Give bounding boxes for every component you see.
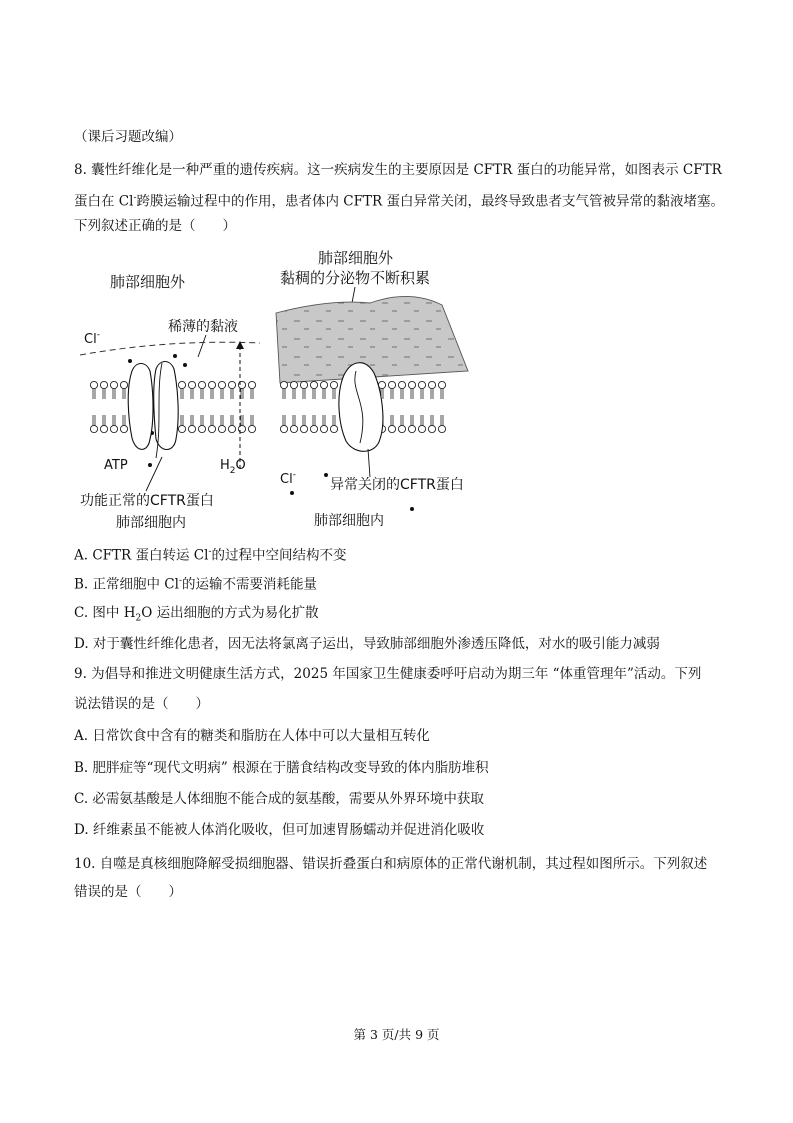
q10-stem-line1: 10. 自噬是真核细胞降解受损细胞器、错误折叠蛋白和病原体的正常代谢机制，其过程如图所示。下列叙述: [74, 856, 708, 872]
secretion-pointer: [352, 287, 355, 303]
right-secretion-label: 黏稠的分泌物不断积累: [280, 269, 431, 287]
q9-option-d: D. 纤维素虽不能被人体消化吸收，但可加速胃肠蠕动并促进消化吸收: [74, 822, 485, 838]
thin-mucus-boundary: [80, 342, 260, 355]
page-footer: 第 3 页/共 9 页: [353, 1027, 440, 1042]
left-protein-pointer: [146, 457, 162, 491]
left-inside-label: 肺部细胞内: [116, 515, 186, 531]
q8-option-c: C. 图中 $H_2O$ 运出细胞的方式为易化扩散: [74, 605, 319, 624]
q9-option-c: C. 必需氨基酸是人体细胞不能合成的氨基酸，需要从外界环境中获取: [74, 791, 484, 807]
q8-option-a: A. CFTR 蛋白转运 Cl-的过程中空间结构不变: [74, 547, 347, 564]
left-cl-label: Cl-: [84, 330, 100, 347]
thin-mucus-pointer: [198, 335, 206, 357]
left-outside-label: 肺部细胞外: [110, 273, 186, 291]
q9-stem-line1: 9. 为倡导和推进文明健康生活方式，2025 年国家卫生健康委呼吁启动为期三年 “体重管理年”活动。下列: [74, 666, 702, 682]
right-cl-label: Cl-: [280, 470, 296, 487]
atp-label: ATP: [104, 458, 128, 473]
source-note: （课后习题改编）: [74, 129, 182, 145]
left-cftr-protein-subunit-a: [128, 364, 153, 450]
q8-stem-line3: 下列叙述正确的是（ ）: [74, 218, 236, 234]
q9-option-b: B. 肥胖症等“现代文明病” 根源在于膳食结构改变导致的体内脂肪堆积: [74, 760, 489, 776]
thin-mucus-label: 稀薄的黏液: [168, 319, 238, 335]
right-inside-label: 肺部细胞内: [314, 513, 384, 529]
right-outside-label: 肺部细胞外: [318, 249, 394, 267]
cftr-membrane-figure: [70, 243, 500, 533]
right-protein-pointer: [368, 449, 370, 477]
q8-option-d: D. 对于囊性纤维化患者，因无法将氯离子运出，导致肺部细胞外渗透压降低，对水的吸引能力减弱: [74, 636, 660, 652]
h2o-label: $H_2O$: [220, 458, 246, 476]
q8-stem-line2: 蛋白在 Cl-跨膜运输过程中的作用，患者体内 CFTR 蛋白异常关闭，最终导致患者支气管被异常的黏液堵塞。: [74, 193, 724, 210]
right-protein-label: 异常关闭的CFTR蛋白: [330, 477, 464, 493]
q8-option-b: B. 正常细胞中 Cl-的运输不需要消耗能量: [74, 576, 317, 593]
q8-stem-line1: 8. 囊性纤维化是一种严重的遗传疾病。这一疾病发生的主要原因是 CFTR 蛋白的功能异常，如图表示 CFTR: [74, 162, 722, 178]
q9-option-a: A. 日常饮食中含有的糖类和脂肪在人体中可以大量相互转化: [74, 728, 430, 744]
q9-stem-line2: 说法错误的是（ ）: [74, 696, 209, 712]
left-protein-label: 功能正常的CFTR蛋白: [80, 493, 214, 509]
left-cftr-protein-subunit-b: [154, 362, 178, 450]
q10-stem-line2: 错误的是（ ）: [74, 884, 182, 900]
